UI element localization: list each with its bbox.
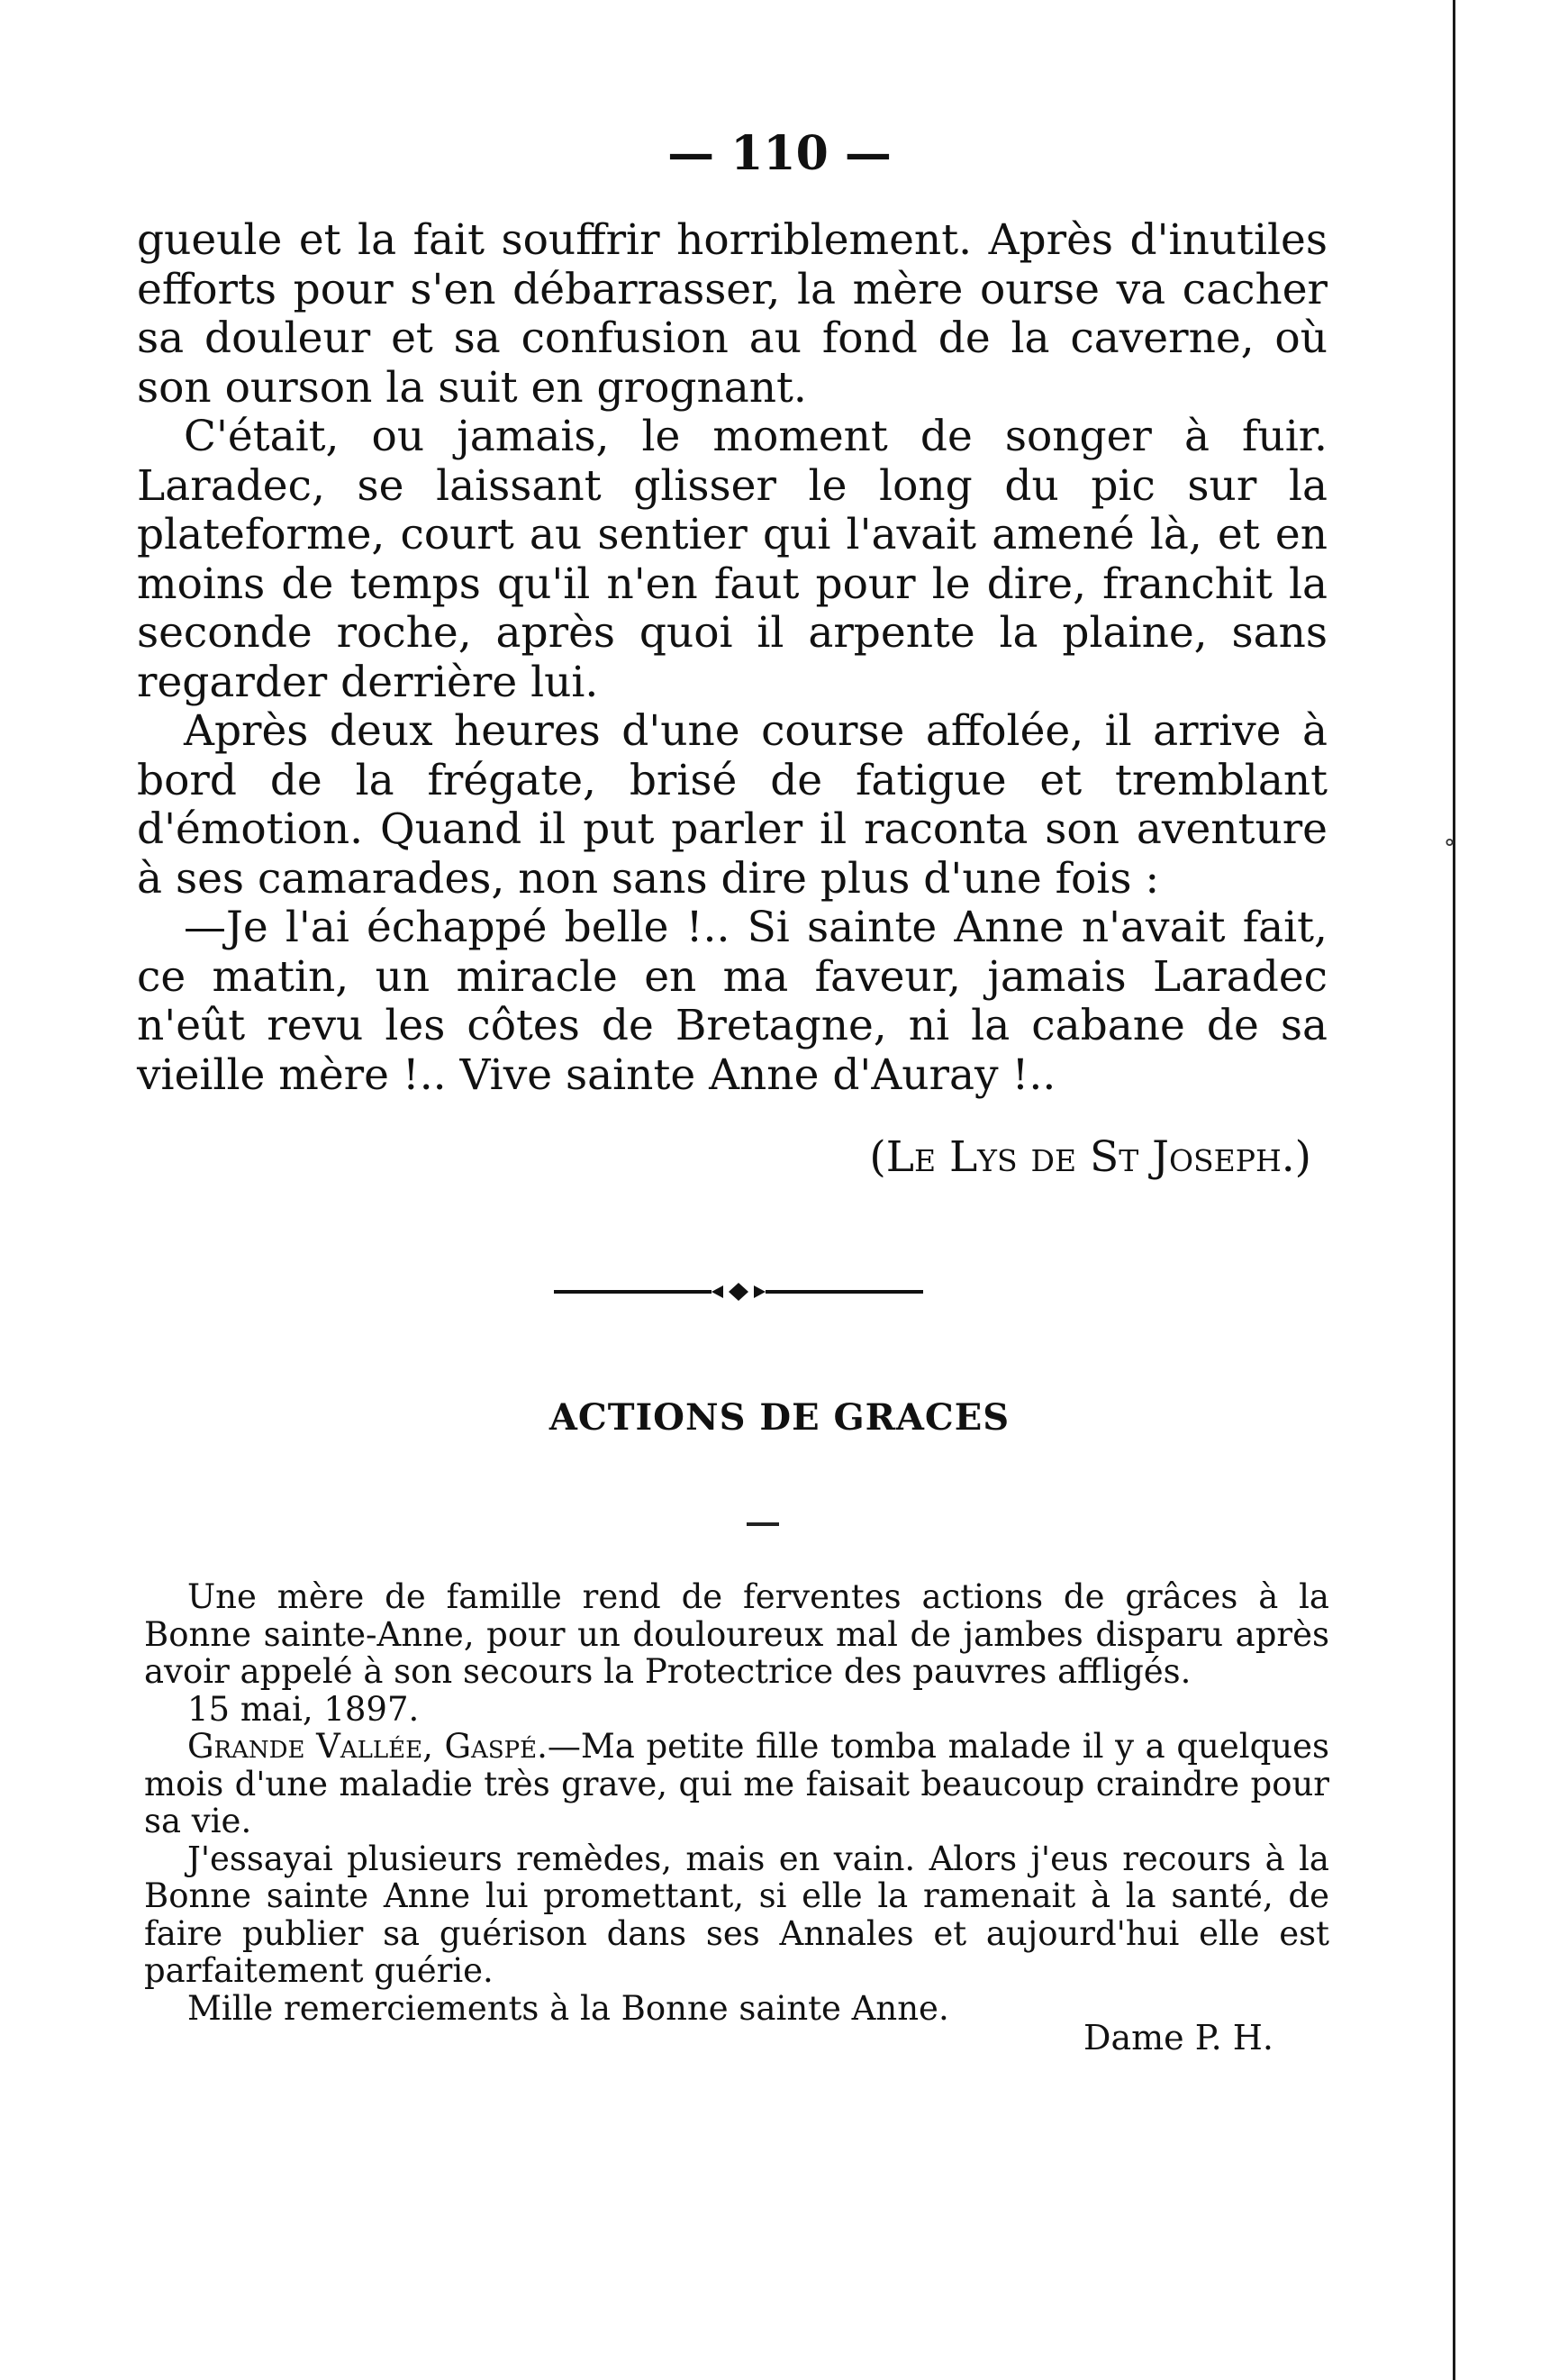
thanks-entry: Mille remerciements à la Bonne sainte Anne.	[187, 1988, 949, 2028]
thanks-entry	[144, 1728, 1329, 1840]
story-paragraph: —Je l'ai échappé belle !.. Si sainte Anne n'avait fait, ce matin, un miracle en ma faveur, jamais Laradec n'eût revu les côtes de Bretagne, ni la cabane de sa vieille mère !.. Vive sainte Anne d'Auray !..	[137, 903, 1328, 1100]
signature: Dame P. H.	[1083, 2018, 1273, 2058]
thanks-text	[144, 1578, 1329, 2027]
story-text	[137, 216, 1328, 1100]
thanks-date: 15 mai, 1897.	[187, 1689, 420, 1729]
section-title: ACTIONS DE GRACES	[548, 1396, 1011, 1439]
short-rule	[747, 1522, 779, 1526]
story-paragraph: C'était, ou jamais, le moment de songer à fuir. Laradec, se laissant glisser le long du pic sur la plateforme, court au sentier qui l'avait amené là, et en moins de temps qu'il n'en faut pour le dire, franchit la seconde roche, après quoi il arpente la plaine, sans regarder derrière lui.	[137, 412, 1328, 707]
thanks-entry-text: —Ma petite fille tomba malade il y a quelques mois d'une maladie très grave, qui me faisait beaucoup craindre pour sa vie.	[144, 1727, 1329, 1840]
ornament-divider	[554, 1281, 923, 1303]
source-citation: (Le Lys de St Joseph.)	[869, 1132, 1311, 1182]
story-paragraph: gueule et la fait souffrir horriblement. Après d'inutiles efforts pour s'en débarrasser, la mère ourse va cacher sa douleur et sa confusion au fond de la caverne, où son ourson la suit en grognant.	[137, 215, 1328, 413]
thanks-entry: Une mère de famille rend de ferventes actions de grâces à la Bonne sainte-Anne, pour un douloureux mal de jambes disparu après avoir appelé à son secours la Protectrice des pauvres affligés.	[144, 1577, 1329, 1691]
thanks-entry: J'essayai plusieurs remèdes, mais en vain. Alors j'eus recours à la Bonne sainte Anne lui promettant, si elle la ramenait à la santé, de faire publier sa guérison dans ses Annales et aujourd'hui elle est parfaitement guérie.	[144, 1839, 1329, 1990]
thanks-place: Grande Vallée, Gaspé.	[187, 1727, 548, 1766]
margin-mark: ˳	[1443, 815, 1456, 847]
page-edge-line	[1453, 0, 1455, 2380]
story-paragraph: Après deux heures d'une course affolée, il arrive à bord de la frégate, brisé de fatigue et tremblant d'émotion. Quand il put parler il raconta son aventure à ses camarades, non sans dire plus d'une fois :	[137, 706, 1328, 904]
page-number: — 110 —	[667, 126, 892, 181]
